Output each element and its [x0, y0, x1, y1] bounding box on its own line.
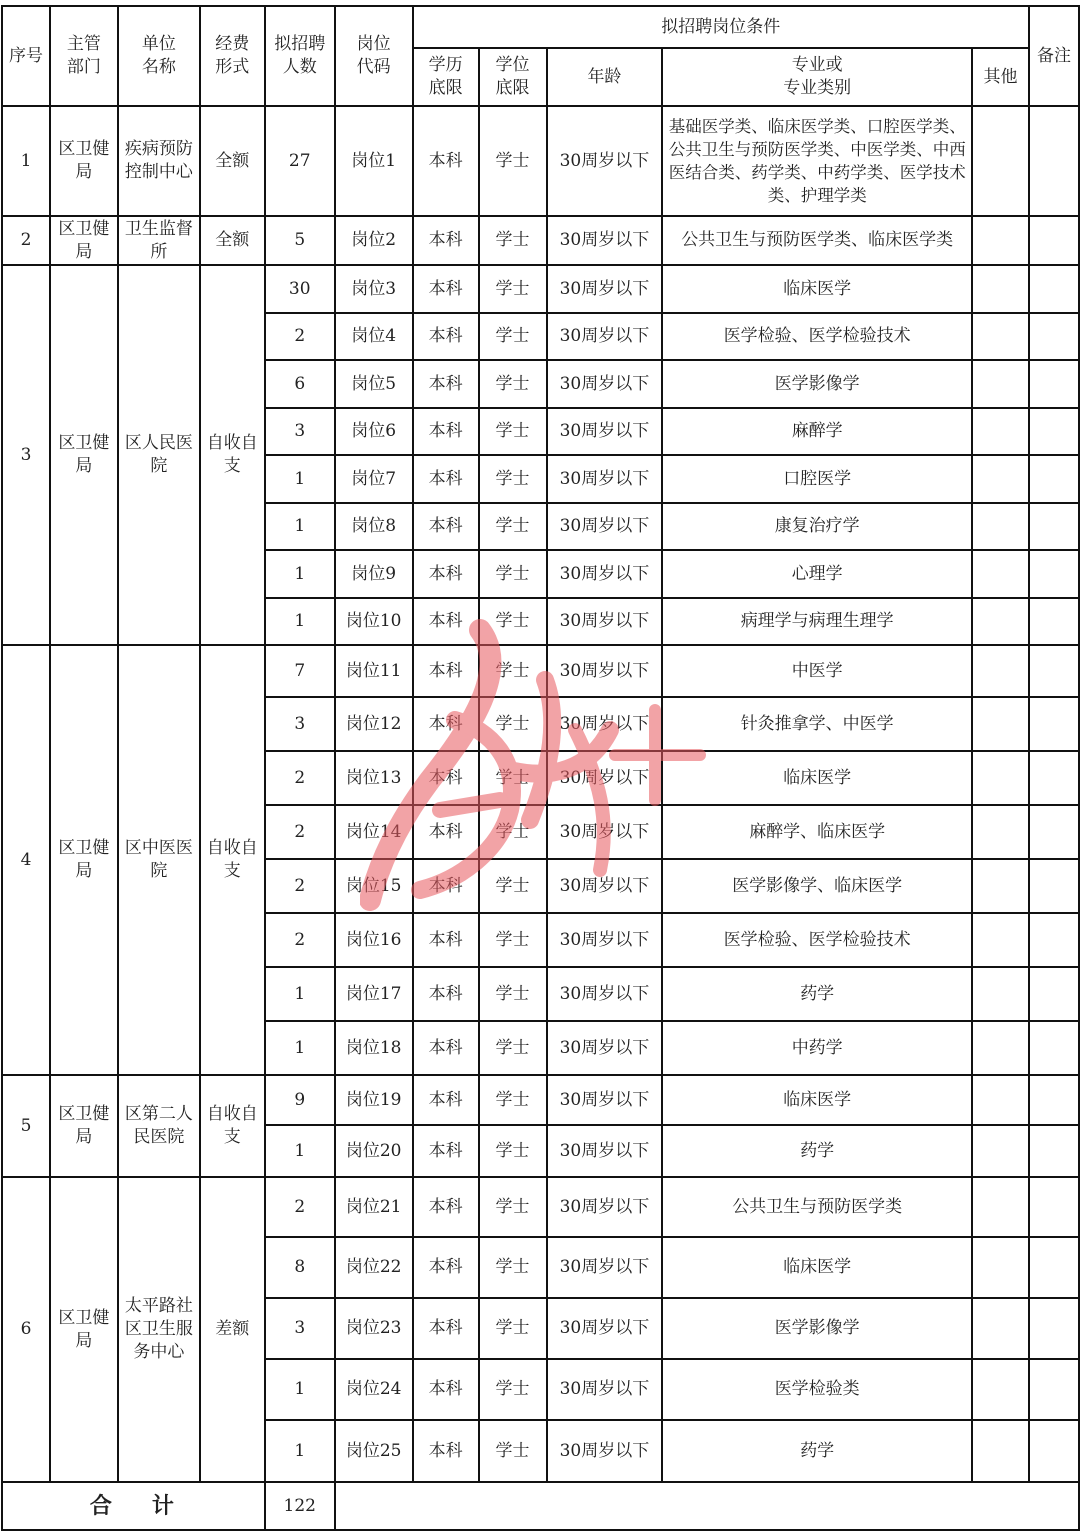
cell-degree: 学士 — [479, 1298, 547, 1359]
cell-count: 1 — [265, 1359, 335, 1420]
cell-degree: 学士 — [479, 598, 547, 645]
header-code — [335, 6, 413, 106]
table-row — [2, 645, 1079, 697]
cell-edu: 本科 — [413, 265, 479, 313]
cell-other — [972, 1359, 1029, 1420]
cell-edu: 本科 — [413, 1298, 479, 1359]
cell-age: 30周岁以下 — [547, 751, 663, 805]
cell-degree: 学士 — [479, 106, 547, 216]
cell-other — [972, 503, 1029, 550]
cell-age: 30周岁以下 — [547, 1125, 663, 1177]
cell-seq: 6 — [2, 1177, 50, 1482]
cell-remark — [1029, 859, 1079, 913]
cell-age: 30周岁以下 — [547, 645, 663, 697]
cell-funding: 全额 — [200, 216, 265, 265]
cell-edu: 本科 — [413, 967, 479, 1021]
cell-count: 3 — [265, 697, 335, 751]
cell-count: 1 — [265, 967, 335, 1021]
cell-age: 30周岁以下 — [547, 1420, 663, 1482]
cell-code: 岗位2 — [335, 216, 413, 265]
cell-other — [972, 1021, 1029, 1075]
cell-other — [972, 697, 1029, 751]
cell-other — [972, 408, 1029, 455]
cell-edu: 本科 — [413, 1075, 479, 1125]
cell-edu: 本科 — [413, 751, 479, 805]
cell-major: 基础医学类、临床医学类、口腔医学类、公共卫生与预防医学类、中医学类、中西医结合类、药学类、中药学类、医学技术类、护理学类 — [662, 106, 972, 216]
cell-degree: 学士 — [479, 1237, 547, 1298]
cell-major: 针灸推拿学、中医学 — [662, 697, 972, 751]
cell-major: 药学 — [662, 1420, 972, 1482]
cell-degree: 学士 — [479, 550, 547, 598]
cell-seq: 5 — [2, 1075, 50, 1177]
table-footer — [2, 1482, 1079, 1530]
cell-count: 1 — [265, 550, 335, 598]
cell-remark — [1029, 805, 1079, 859]
header-code-text: 岗位 代码 — [356, 34, 391, 77]
cell-count: 3 — [265, 1298, 335, 1359]
header-major — [662, 48, 972, 106]
cell-major: 麻醉学、临床医学 — [662, 805, 972, 859]
header-edu-text: 学历 底限 — [428, 55, 463, 98]
table-row — [2, 1177, 1079, 1237]
cell-code: 岗位12 — [335, 697, 413, 751]
cell-other — [972, 859, 1029, 913]
cell-dept: 区卫健局 — [50, 106, 118, 216]
cell-remark — [1029, 598, 1079, 645]
cell-code: 岗位8 — [335, 503, 413, 550]
cell-edu: 本科 — [413, 1021, 479, 1075]
cell-remark — [1029, 408, 1079, 455]
cell-age: 30周岁以下 — [547, 805, 663, 859]
cell-remark — [1029, 265, 1079, 313]
cell-code: 岗位13 — [335, 751, 413, 805]
cell-other — [972, 805, 1029, 859]
cell-degree: 学士 — [479, 313, 547, 360]
cell-remark — [1029, 503, 1079, 550]
cell-remark — [1029, 967, 1079, 1021]
cell-count: 27 — [265, 106, 335, 216]
header-dept-text: 主管 部门 — [66, 34, 101, 77]
recruitment-table — [1, 5, 1080, 1531]
table-body — [2, 106, 1079, 1482]
cell-major: 医学影像学 — [662, 360, 972, 408]
cell-funding: 全额 — [200, 106, 265, 216]
cell-remark — [1029, 913, 1079, 967]
cell-edu: 本科 — [413, 550, 479, 598]
header-funding — [200, 6, 265, 106]
total-row — [2, 1482, 1079, 1530]
cell-count: 2 — [265, 859, 335, 913]
cell-age: 30周岁以下 — [547, 265, 663, 313]
cell-major: 医学影像学、临床医学 — [662, 859, 972, 913]
cell-major: 心理学 — [662, 550, 972, 598]
header-other: 其他 — [972, 48, 1029, 106]
cell-age: 30周岁以下 — [547, 598, 663, 645]
cell-major: 中医学 — [662, 645, 972, 697]
cell-code: 岗位3 — [335, 265, 413, 313]
cell-degree: 学士 — [479, 913, 547, 967]
total-empty — [335, 1482, 1079, 1530]
cell-degree: 学士 — [479, 1359, 547, 1420]
cell-funding: 自收自支 — [200, 265, 265, 645]
cell-edu: 本科 — [413, 913, 479, 967]
cell-degree: 学士 — [479, 859, 547, 913]
cell-other — [972, 1125, 1029, 1177]
cell-count: 2 — [265, 751, 335, 805]
cell-code: 岗位7 — [335, 455, 413, 503]
cell-edu: 本科 — [413, 805, 479, 859]
header-conditions: 拟招聘岗位条件 — [413, 6, 1029, 48]
cell-edu: 本科 — [413, 408, 479, 455]
cell-degree: 学士 — [479, 1021, 547, 1075]
cell-other — [972, 1420, 1029, 1482]
header-degree — [479, 48, 547, 106]
cell-count: 3 — [265, 408, 335, 455]
cell-degree: 学士 — [479, 360, 547, 408]
cell-remark — [1029, 550, 1079, 598]
cell-edu: 本科 — [413, 313, 479, 360]
cell-count: 30 — [265, 265, 335, 313]
cell-age: 30周岁以下 — [547, 1021, 663, 1075]
cell-dept: 区卫健局 — [50, 216, 118, 265]
cell-major: 临床医学 — [662, 1237, 972, 1298]
header-major-text: 专业或 专业类别 — [783, 55, 852, 98]
cell-code: 岗位19 — [335, 1075, 413, 1125]
cell-edu: 本科 — [413, 1237, 479, 1298]
cell-major: 麻醉学 — [662, 408, 972, 455]
cell-major: 公共卫生与预防医学类、临床医学类 — [662, 216, 972, 265]
cell-age: 30周岁以下 — [547, 360, 663, 408]
cell-other — [972, 598, 1029, 645]
cell-edu: 本科 — [413, 697, 479, 751]
cell-age: 30周岁以下 — [547, 1075, 663, 1125]
cell-degree: 学士 — [479, 1125, 547, 1177]
cell-major: 公共卫生与预防医学类 — [662, 1177, 972, 1237]
cell-major: 医学检验、医学检验技术 — [662, 913, 972, 967]
cell-degree: 学士 — [479, 216, 547, 265]
cell-age: 30周岁以下 — [547, 313, 663, 360]
cell-count: 9 — [265, 1075, 335, 1125]
cell-code: 岗位20 — [335, 1125, 413, 1177]
cell-remark — [1029, 1177, 1079, 1237]
cell-count: 2 — [265, 1177, 335, 1237]
cell-edu: 本科 — [413, 645, 479, 697]
cell-remark — [1029, 455, 1079, 503]
cell-major: 病理学与病理生理学 — [662, 598, 972, 645]
cell-count: 2 — [265, 805, 335, 859]
cell-major: 临床医学 — [662, 751, 972, 805]
header-count-text: 拟招聘 人数 — [274, 34, 326, 77]
cell-code: 岗位15 — [335, 859, 413, 913]
cell-other — [972, 313, 1029, 360]
cell-edu: 本科 — [413, 598, 479, 645]
cell-age: 30周岁以下 — [547, 967, 663, 1021]
cell-age: 30周岁以下 — [547, 1359, 663, 1420]
cell-seq: 2 — [2, 216, 50, 265]
header-remark: 备注 — [1029, 6, 1079, 106]
cell-unit: 区人民医院 — [118, 265, 200, 645]
cell-other — [972, 265, 1029, 313]
cell-degree: 学士 — [479, 408, 547, 455]
cell-code: 岗位16 — [335, 913, 413, 967]
header-age: 年龄 — [547, 48, 663, 106]
cell-degree: 学士 — [479, 503, 547, 550]
cell-remark — [1029, 1420, 1079, 1482]
cell-seq: 4 — [2, 645, 50, 1075]
cell-remark — [1029, 751, 1079, 805]
cell-count: 5 — [265, 216, 335, 265]
cell-count: 1 — [265, 1021, 335, 1075]
cell-degree: 学士 — [479, 1177, 547, 1237]
cell-funding: 差额 — [200, 1177, 265, 1482]
cell-count: 1 — [265, 503, 335, 550]
cell-count: 7 — [265, 645, 335, 697]
cell-age: 30周岁以下 — [547, 216, 663, 265]
cell-code: 岗位25 — [335, 1420, 413, 1482]
cell-unit: 区中医医院 — [118, 645, 200, 1075]
cell-funding: 自收自支 — [200, 645, 265, 1075]
cell-age: 30周岁以下 — [547, 408, 663, 455]
cell-remark — [1029, 1298, 1079, 1359]
cell-code: 岗位4 — [335, 313, 413, 360]
cell-code: 岗位10 — [335, 598, 413, 645]
cell-remark — [1029, 1237, 1079, 1298]
cell-age: 30周岁以下 — [547, 1177, 663, 1237]
cell-age: 30周岁以下 — [547, 1298, 663, 1359]
cell-remark — [1029, 360, 1079, 408]
cell-code: 岗位14 — [335, 805, 413, 859]
header-unit-text: 单位 名称 — [141, 34, 176, 77]
cell-edu: 本科 — [413, 1125, 479, 1177]
cell-major: 口腔医学 — [662, 455, 972, 503]
cell-count: 1 — [265, 598, 335, 645]
cell-other — [972, 106, 1029, 216]
cell-seq: 3 — [2, 265, 50, 645]
cell-edu: 本科 — [413, 859, 479, 913]
cell-edu: 本科 — [413, 1177, 479, 1237]
cell-edu: 本科 — [413, 1420, 479, 1482]
cell-dept: 区卫健局 — [50, 1177, 118, 1482]
cell-remark — [1029, 1075, 1079, 1125]
cell-code: 岗位18 — [335, 1021, 413, 1075]
cell-other — [972, 550, 1029, 598]
cell-other — [972, 455, 1029, 503]
cell-degree: 学士 — [479, 455, 547, 503]
total-count: 122 — [265, 1482, 335, 1530]
header-edu — [413, 48, 479, 106]
cell-major: 临床医学 — [662, 265, 972, 313]
cell-code: 岗位6 — [335, 408, 413, 455]
cell-major: 药学 — [662, 967, 972, 1021]
cell-code: 岗位1 — [335, 106, 413, 216]
table-header — [2, 6, 1079, 106]
cell-degree: 学士 — [479, 1420, 547, 1482]
header-seq: 序号 — [2, 6, 50, 106]
cell-edu: 本科 — [413, 360, 479, 408]
cell-degree: 学士 — [479, 967, 547, 1021]
cell-other — [972, 751, 1029, 805]
cell-other — [972, 360, 1029, 408]
cell-remark — [1029, 697, 1079, 751]
cell-age: 30周岁以下 — [547, 503, 663, 550]
cell-code: 岗位22 — [335, 1237, 413, 1298]
cell-edu: 本科 — [413, 216, 479, 265]
cell-code: 岗位21 — [335, 1177, 413, 1237]
cell-remark — [1029, 216, 1079, 265]
cell-remark — [1029, 1359, 1079, 1420]
cell-count: 2 — [265, 313, 335, 360]
cell-dept: 区卫健局 — [50, 1075, 118, 1177]
cell-degree: 学士 — [479, 1075, 547, 1125]
cell-remark — [1029, 313, 1079, 360]
cell-degree: 学士 — [479, 645, 547, 697]
cell-remark — [1029, 1021, 1079, 1075]
cell-major: 医学检验类 — [662, 1359, 972, 1420]
cell-other — [972, 1177, 1029, 1237]
cell-edu: 本科 — [413, 1359, 479, 1420]
cell-code: 岗位5 — [335, 360, 413, 408]
cell-major: 临床医学 — [662, 1075, 972, 1125]
cell-age: 30周岁以下 — [547, 455, 663, 503]
cell-remark — [1029, 645, 1079, 697]
cell-age: 30周岁以下 — [547, 859, 663, 913]
cell-edu: 本科 — [413, 106, 479, 216]
cell-count: 1 — [265, 1125, 335, 1177]
cell-degree: 学士 — [479, 697, 547, 751]
cell-count: 1 — [265, 1420, 335, 1482]
cell-age: 30周岁以下 — [547, 106, 663, 216]
cell-degree: 学士 — [479, 265, 547, 313]
cell-dept: 区卫健局 — [50, 265, 118, 645]
cell-code: 岗位11 — [335, 645, 413, 697]
cell-other — [972, 1075, 1029, 1125]
cell-seq: 1 — [2, 106, 50, 216]
cell-degree: 学士 — [479, 805, 547, 859]
cell-count: 6 — [265, 360, 335, 408]
table-row — [2, 1075, 1079, 1125]
cell-degree: 学士 — [479, 751, 547, 805]
cell-unit: 区第二人民医院 — [118, 1075, 200, 1177]
table-row — [2, 106, 1079, 216]
cell-edu: 本科 — [413, 455, 479, 503]
cell-dept: 区卫健局 — [50, 645, 118, 1075]
cell-other — [972, 1237, 1029, 1298]
cell-count: 8 — [265, 1237, 335, 1298]
cell-funding: 自收自支 — [200, 1075, 265, 1177]
cell-major: 中药学 — [662, 1021, 972, 1075]
cell-other — [972, 1298, 1029, 1359]
cell-major: 医学影像学 — [662, 1298, 972, 1359]
cell-major: 康复治疗学 — [662, 503, 972, 550]
cell-unit: 疾病预防控制中心 — [118, 106, 200, 216]
header-unit — [118, 6, 200, 106]
total-label: 合计 — [2, 1482, 265, 1530]
cell-other — [972, 645, 1029, 697]
cell-age: 30周岁以下 — [547, 550, 663, 598]
cell-major: 医学检验、医学检验技术 — [662, 313, 972, 360]
cell-age: 30周岁以下 — [547, 913, 663, 967]
cell-other — [972, 913, 1029, 967]
cell-remark — [1029, 106, 1079, 216]
cell-code: 岗位17 — [335, 967, 413, 1021]
cell-other — [972, 216, 1029, 265]
cell-edu: 本科 — [413, 503, 479, 550]
cell-count: 1 — [265, 455, 335, 503]
cell-other — [972, 967, 1029, 1021]
cell-code: 岗位24 — [335, 1359, 413, 1420]
table-row — [2, 216, 1079, 265]
cell-code: 岗位23 — [335, 1298, 413, 1359]
cell-age: 30周岁以下 — [547, 697, 663, 751]
cell-unit: 卫生监督所 — [118, 216, 200, 265]
cell-major: 药学 — [662, 1125, 972, 1177]
cell-count: 2 — [265, 913, 335, 967]
cell-code: 岗位9 — [335, 550, 413, 598]
header-dept — [50, 6, 118, 106]
header-funding-text: 经费 形式 — [215, 34, 250, 77]
table-row — [2, 265, 1079, 313]
cell-age: 30周岁以下 — [547, 1237, 663, 1298]
header-count — [265, 6, 335, 106]
header-degree-text: 学位 底限 — [495, 55, 530, 98]
cell-remark — [1029, 1125, 1079, 1177]
cell-unit: 太平路社区卫生服务中心 — [118, 1177, 200, 1482]
